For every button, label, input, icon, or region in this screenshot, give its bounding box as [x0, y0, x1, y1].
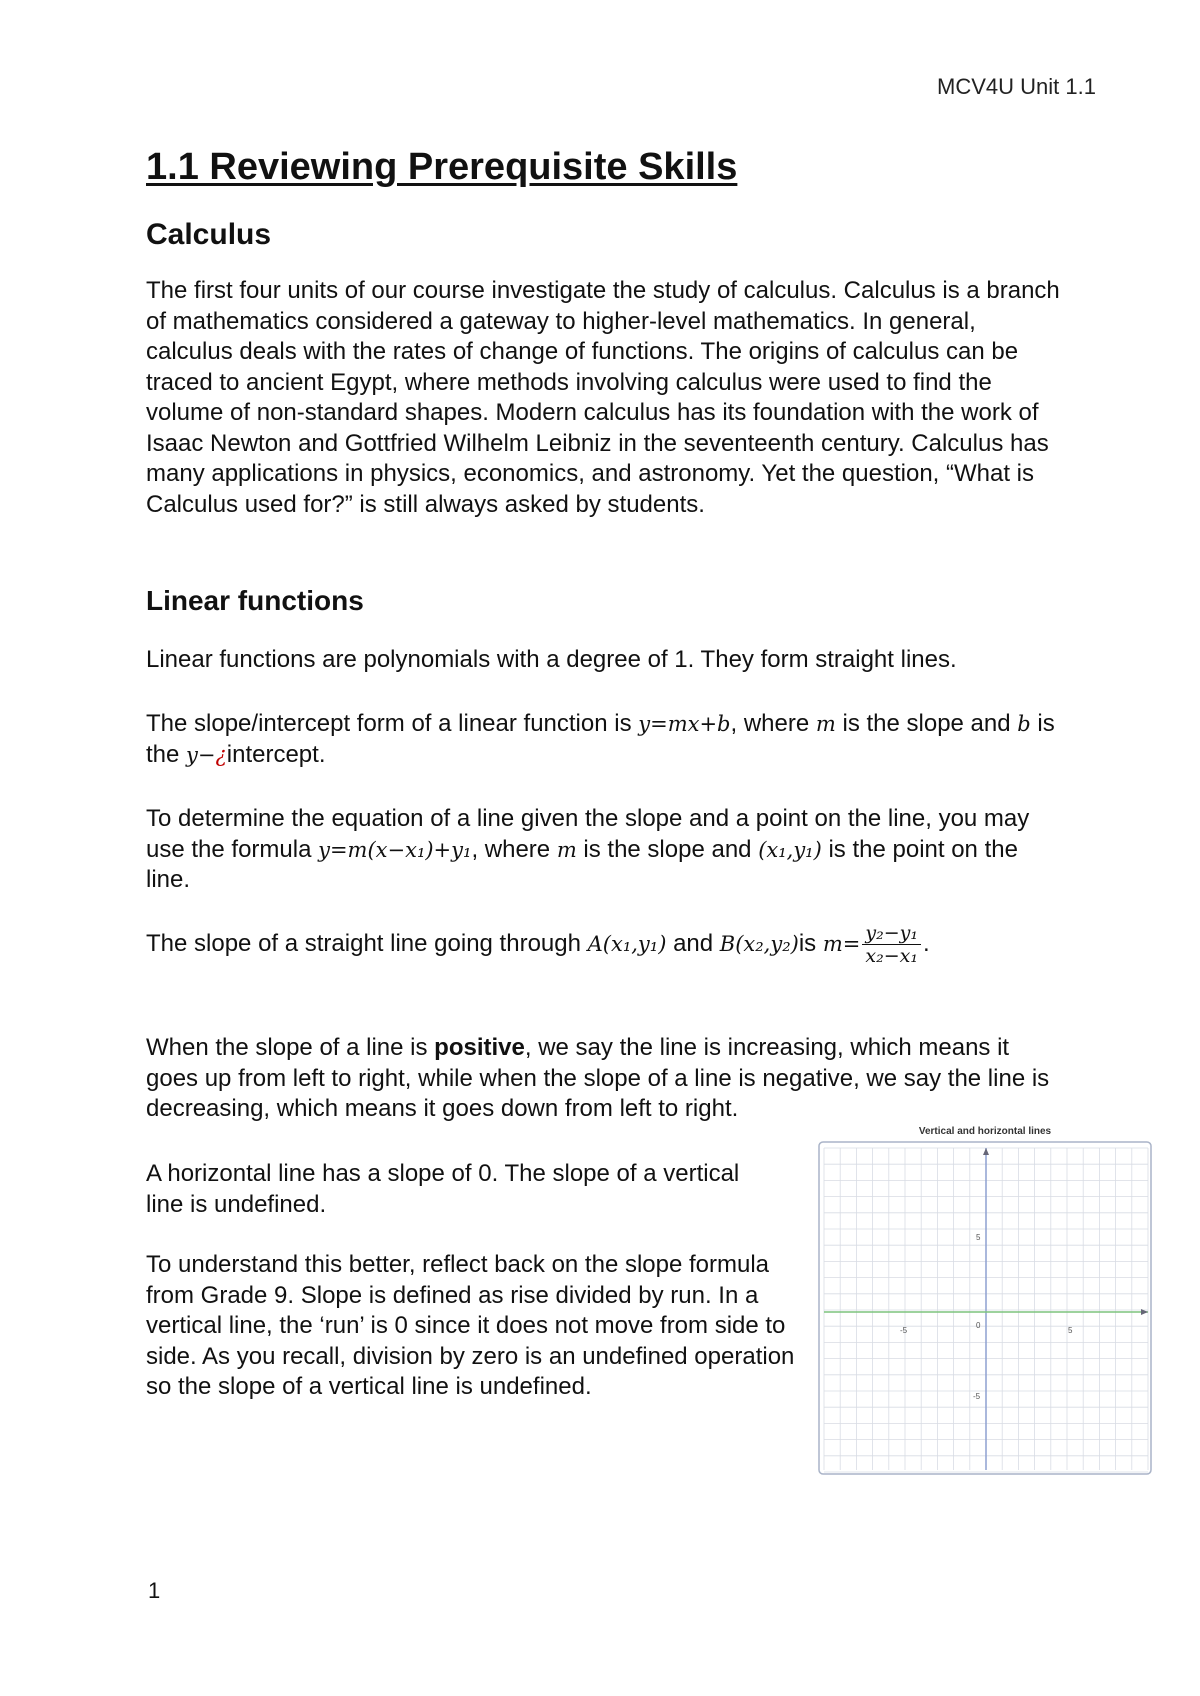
graph-title: Vertical and horizontal lines: [918, 1126, 1052, 1137]
x-tick-5: 5: [1068, 1326, 1073, 1335]
y-tick-5: 5: [976, 1233, 981, 1242]
graph-canvas: [818, 1126, 1152, 1476]
slope-fraction: $\frac{\text{y₂−y₁}}{\text{x₂−x₁}}$: [862, 922, 921, 967]
linear-heading: Linear functions: [146, 585, 364, 616]
y-tick-neg-5: -5: [973, 1392, 981, 1401]
calculus-heading: Calculus: [146, 218, 272, 251]
slope-intercept-formula: y=mx+b: [638, 712, 731, 736]
linear-paragraph-1: Linear functions are polynomials with a degree of 1. They form straight lines.: [146, 646, 957, 673]
linear-paragraph-2: The slope/intercept form of a linear function is y=mx+b, where m is the slope and b is the y−¿intercept.: [146, 710, 1055, 768]
linear-paragraph-5: When the slope of a line is positive, we say the line is increasing, which means it goes up from left to right, while when the slope of a line is negative, we say the line is decreasing, which means it goes down from left to right.: [146, 1034, 1050, 1122]
graph-border: [819, 1142, 1151, 1474]
page-number: 1: [148, 1578, 161, 1603]
linear-paragraph-7: To understand this better, reflect back on the slope formula from Grade 9. Slope is defined as rise divided by run. In a vertical line, the ‘run’ is 0 since it does not move from side to side. As you recall, division by zero is an undefined operation so the slope of a vertical line is undefined.: [146, 1251, 795, 1400]
linear-paragraph-6: A horizontal line has a slope of 0. The slope of a vertical line is undefined.: [146, 1160, 740, 1218]
vertical-horizontal-lines-graph: [818, 1126, 1152, 1476]
linear-paragraph-4: The slope of a straight line going through A(x₁,y₁) and B(x₂,y₂)is m= $\frac{\text{y₂−y₁}}{\text{x₂−x₁}}$ .: [146, 922, 930, 967]
linear-paragraph-3: To determine the equation of a line given the slope and a point on the line, you may use the formula y=m(x−x₁)+y₁, where m is the slope and (x₁,y₁) is the point on the line.: [146, 805, 1030, 893]
x-tick-neg-5: -5: [900, 1326, 908, 1335]
page-title: 1.1 Reviewing Prerequisite Skills: [146, 146, 738, 188]
calculus-paragraph: The first four units of our course investigate the study of calculus. Calculus is a branch of mathematics considered a gateway to higher-level mathematics. In general, calculus deals with the rates of change of functions. The origins of calculus can be traced to ancient Egypt, where methods involving calculus were used to find the volume of non-standard shapes. Modern calculus has its foundation with the work of Isaac Newton and Gottfried Wilhelm Leibniz in the seventeenth century. Calculus has many applications in physics, economics, and astronomy. Yet the question, “What is Calculus used for?” is still always asked by students.: [146, 277, 1060, 518]
point-slope-formula: y=m(x−x₁)+y₁: [318, 837, 472, 862]
origin-label: 0: [976, 1321, 981, 1330]
unit-label: MCV4U Unit 1.1: [937, 74, 1096, 99]
